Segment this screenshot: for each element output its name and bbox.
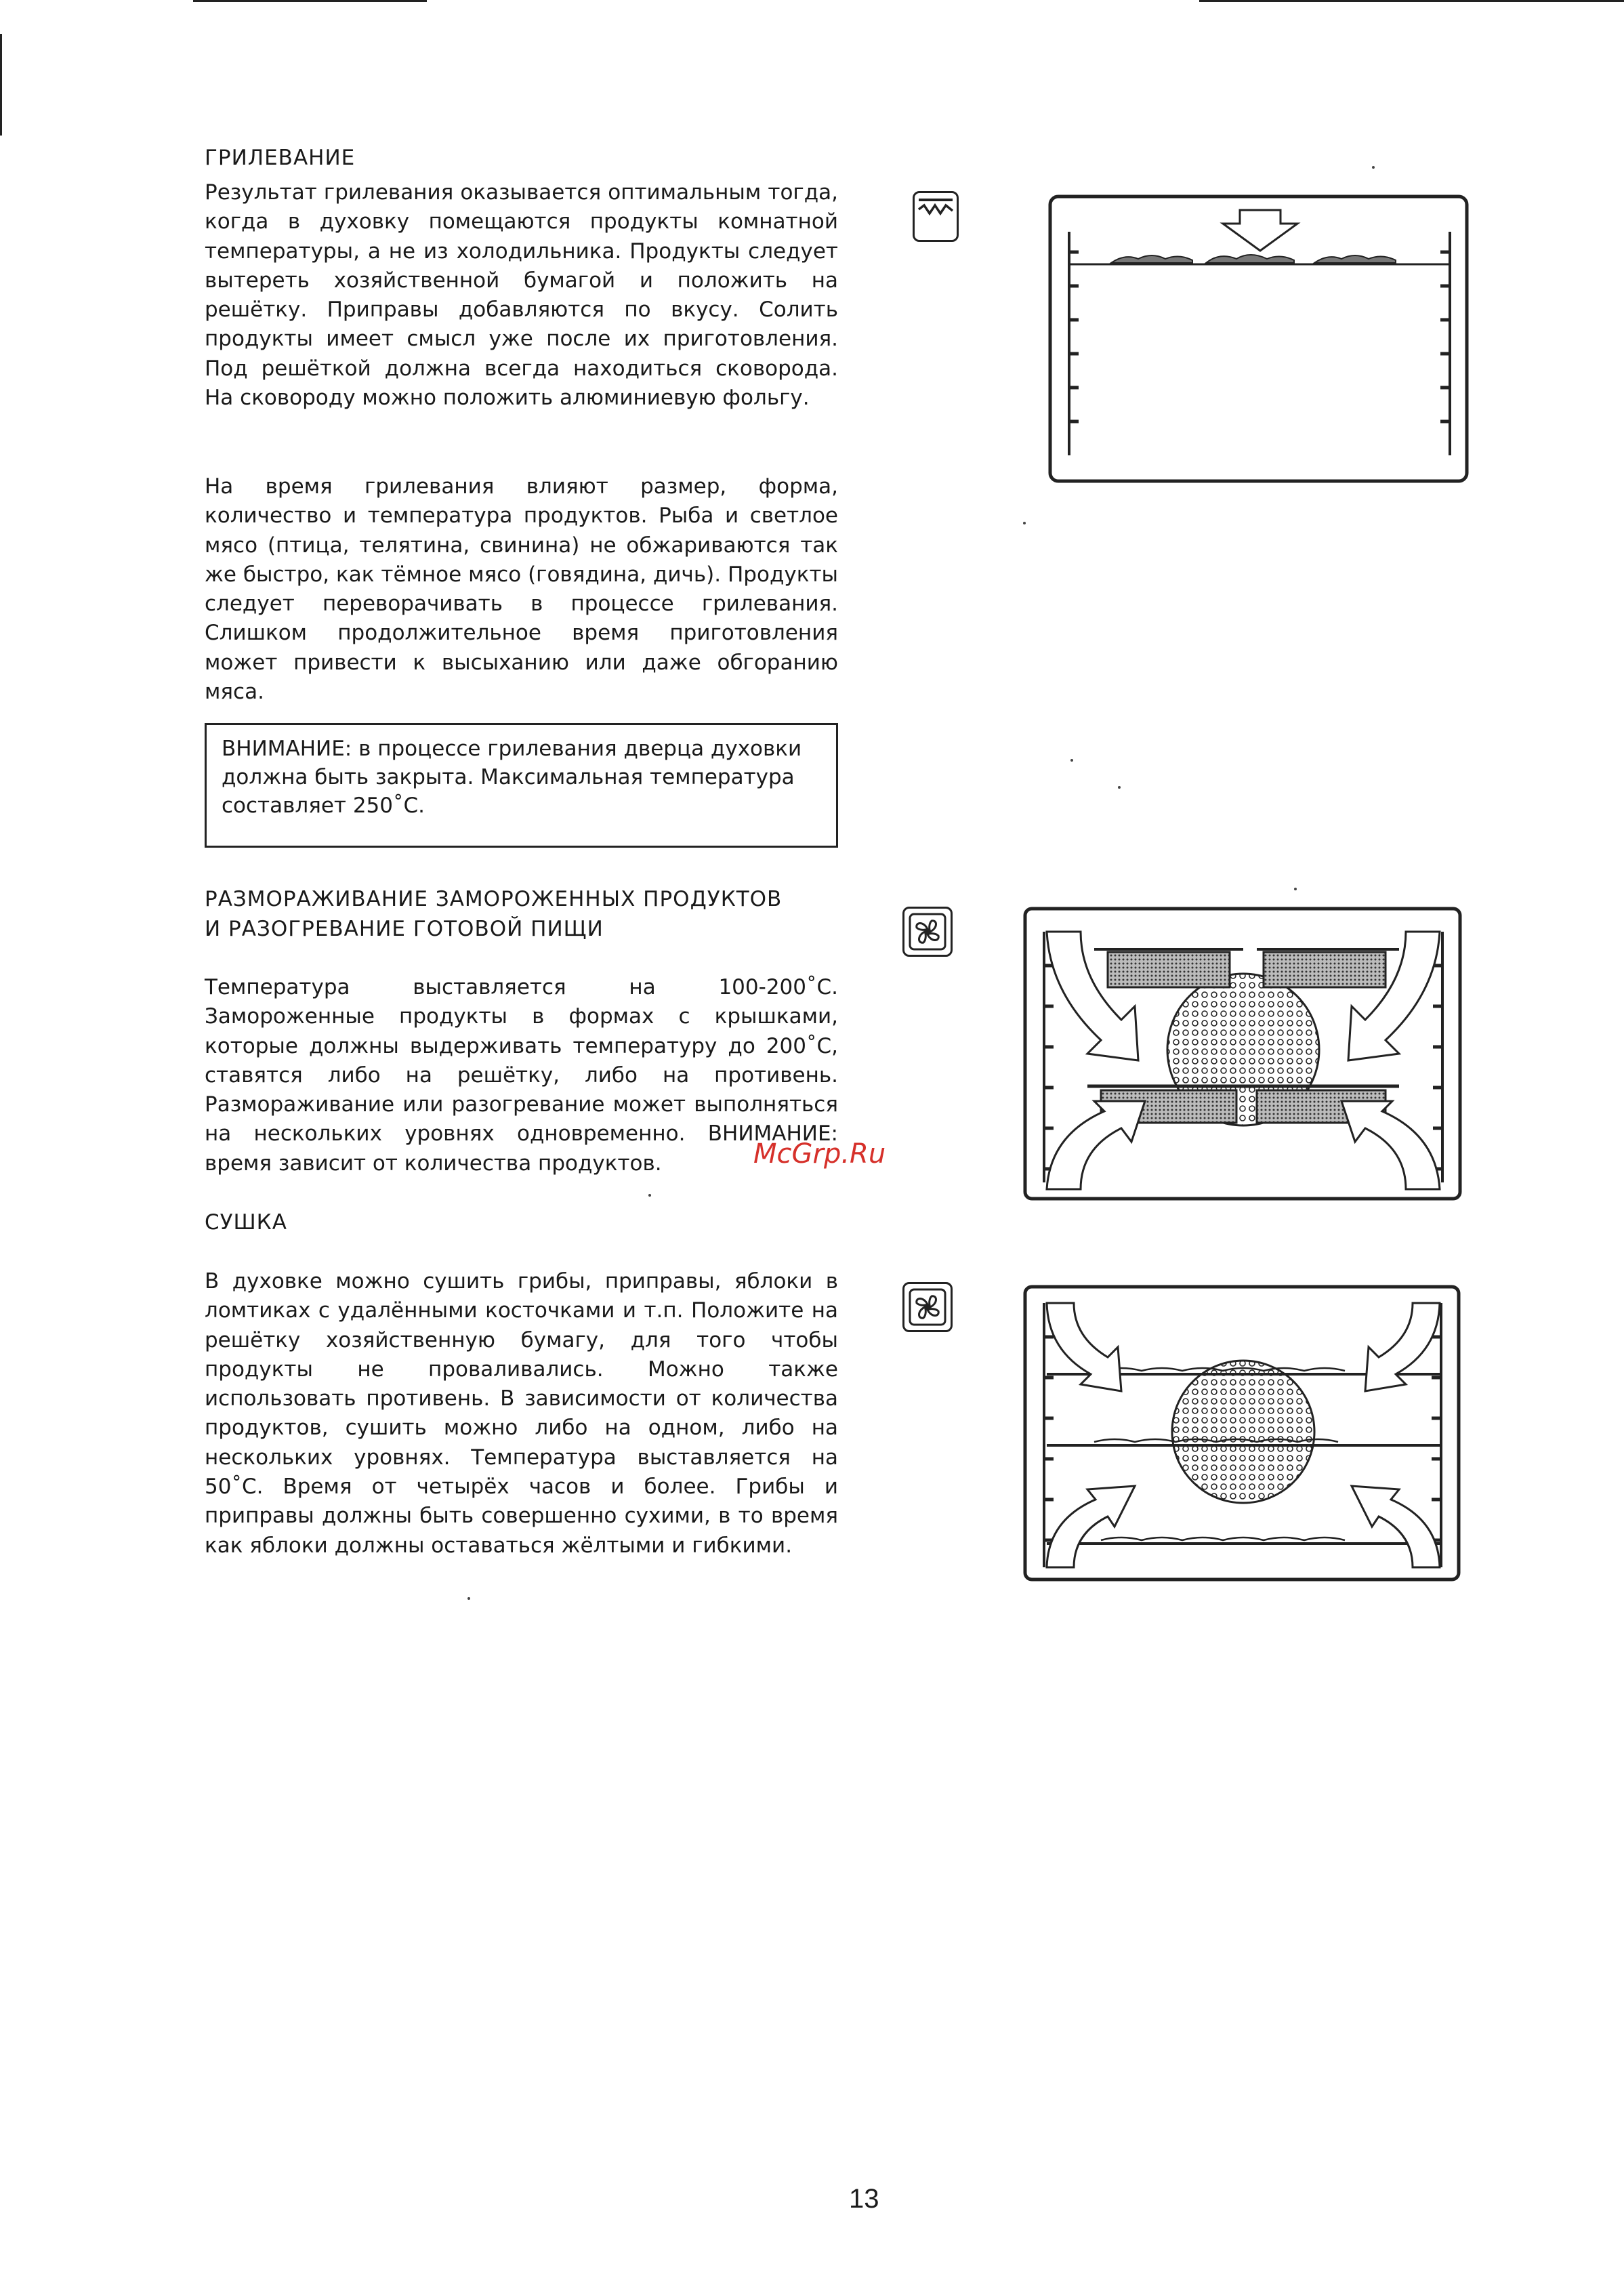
scan-edge-top-right xyxy=(1199,0,1624,2)
watermark: McGrp.Ru xyxy=(753,1138,886,1170)
fan-icon xyxy=(902,907,953,957)
scan-dot xyxy=(1372,166,1375,169)
scan-dot xyxy=(467,1597,470,1600)
grilling-paragraph-2: На время грилевания влияют размер, форма, количество и температура продуктов. Рыба и светлое мясо (птица, телятина, свинина) не обжариваются так же быстро, как тёмное мясо (говядина, дичь). Продукты следует переворачивать в процессе грилевания. Слишком продолжительное время приготовления может привести к высыханию или даже обгоранию мяса. xyxy=(205,474,838,705)
grilling-warning-text: ВНИМАНИЕ: в процессе грилевания дверца духовки должна быть закрыта. Максимальная температура составляет 250˚С. xyxy=(222,737,802,818)
grilling-paragraph-1: Результат грилевания оказывается оптимальным тогда, когда в духовку помещаются продукты комнатной температуры, а не из холодильника. Продукты следует вытереть хозяйственной бумагой и положить на решётку. Приправы добавляются по вкусу. Солить продукты имеет смысл уже после их приготовления. Под решёткой должна всегда находиться сковорода. На сковороду можно положить алюминиевую фольгу. xyxy=(205,180,838,411)
grill-icon xyxy=(913,191,959,242)
defrost-paragraph: Температура выставляется на 100-200˚С. Замороженные продукты в формах с крышками, которые должны выдерживать температуру до 200˚С, ставятся либо на решётку, либо на противень. Размораживание или разогревание может выполняться на нескольких уровнях одновременно. ВНИМАНИЕ: время зависит от количества продуктов. xyxy=(205,975,838,1176)
scan-dot xyxy=(1023,522,1026,524)
drying-paragraph: В духовке можно сушить грибы, приправы, яблоки в ломтиках с удалёнными косточками и т.п. Положите на решётку хозяйственную бумагу, для того чтобы продукты не проваливались. Можно также использовать противень. В зависимости от количества продуктов, сушить можно либо на одном, либо на нескольких уровнях. Температура выставляется на 50˚С. Время от четырёх часов и более. Грибы и приправы должны быть совершенно сухими, в то время как яблоки должны оставаться жёлтыми и гибкими. xyxy=(205,1269,838,1558)
defrost-heading-line-1: РАЗМОРАЖИВАНИЕ ЗАМОРОЖЕННЫХ ПРОДУКТОВ xyxy=(205,887,783,911)
grilling-warning-box xyxy=(205,723,838,848)
scan-dot xyxy=(648,1194,651,1197)
scan-dot xyxy=(1118,786,1121,789)
scan-dot xyxy=(1070,759,1073,762)
page-number: 13 xyxy=(849,2184,879,2214)
defrost-heading-line-2: И РАЗОГРЕВАНИЕ ГОТОВОЙ ПИЩИ xyxy=(205,917,604,941)
scan-edge-left xyxy=(0,34,2,136)
scan-dot xyxy=(1294,888,1297,890)
defrost-oven-diagram xyxy=(1020,905,1467,1203)
grill-oven-diagram xyxy=(1043,191,1477,489)
grilling-heading: ГРИЛЕВАНИЕ xyxy=(205,146,356,170)
drying-oven-diagram xyxy=(1020,1283,1467,1588)
drying-heading: СУШКА xyxy=(205,1210,287,1235)
scan-edge-top-left xyxy=(193,0,427,2)
fan-icon xyxy=(902,1282,953,1332)
